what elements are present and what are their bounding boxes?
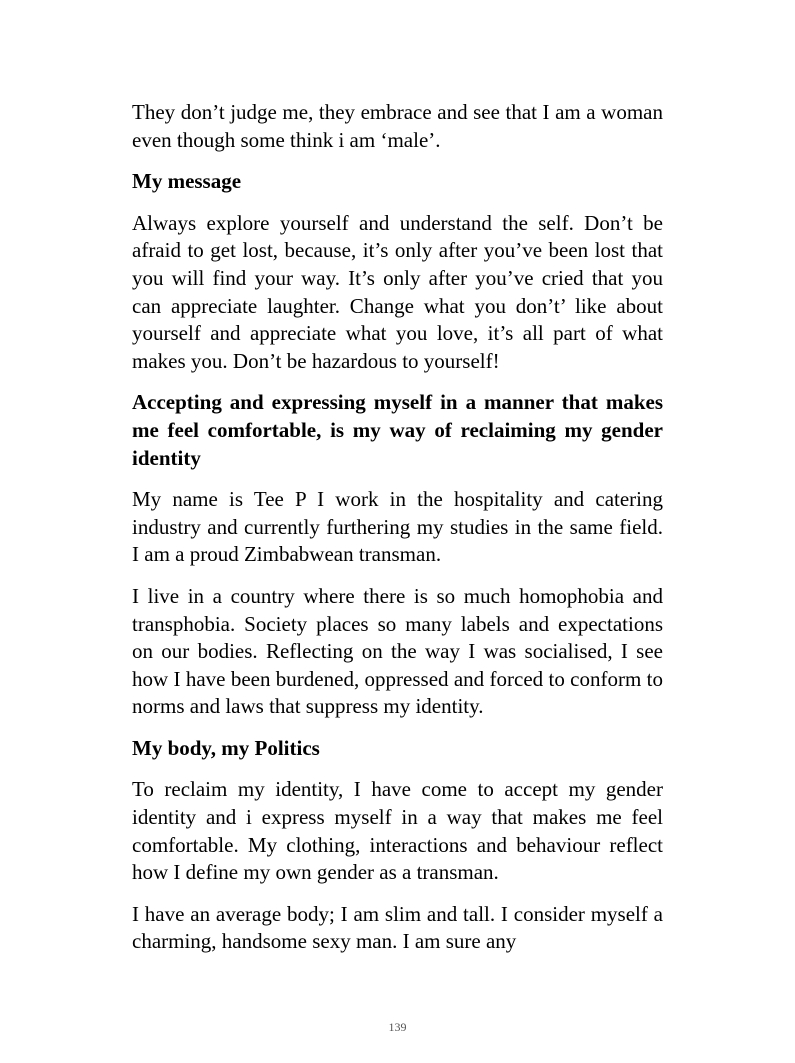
paragraph-i-have-an-average-body: I have an average body; I am slim and tall. I consider myself a charming, handsome sexy man. I am sure any [132,901,663,954]
paragraph-to-reclaim: To reclaim my identity, I have come to accept my gender identity and i express myself in a way that makes me feel comfortable. My clothing, interactions and behaviour reflect how I define my own gender as a transman. [132,777,663,885]
page-number: 139 [388,1020,407,1034]
paragraph-i-live-in-a-country: I live in a country where there is so much homophobia and transphobia. Society places so many labels and expectations on our bodies. Reflecting on the way I was socialised, I see how I have been burdened, oppressed and forced to conform to norms and laws that suppress my identity. [132,583,663,719]
paragraph-my-name-is: My name is Tee P I work in the hospitality and catering industry and currently furthering my studies in the same field. I am a proud Zimbabwean transman. [132,487,663,567]
heading-accepting-and-expressing: Accepting and expressing myself in a manner that makes me feel comfortable, is my way of reclaiming my gender identity [132,390,663,470]
page-body [132,99,663,970]
paragraph-they-dont-judge: They don’t judge me, they embrace and see that I am a woman even though some think i am ‘male’. [132,100,663,152]
paragraph-always-explore: Always explore yourself and understand the self. Don’t be afraid to get lost, because, it’s only after you’ve been lost that you will find your way. It’s only after you’ve cried that you can appreciate laughter. Change what you don’t’ like about yourself and appreciate what you love, it’s all part of what makes you. Don’t be hazardous to yourself! [132,210,663,373]
heading-my-message: My message [132,169,242,194]
heading-my-body-my-politics: My body, my Politics [132,735,320,760]
